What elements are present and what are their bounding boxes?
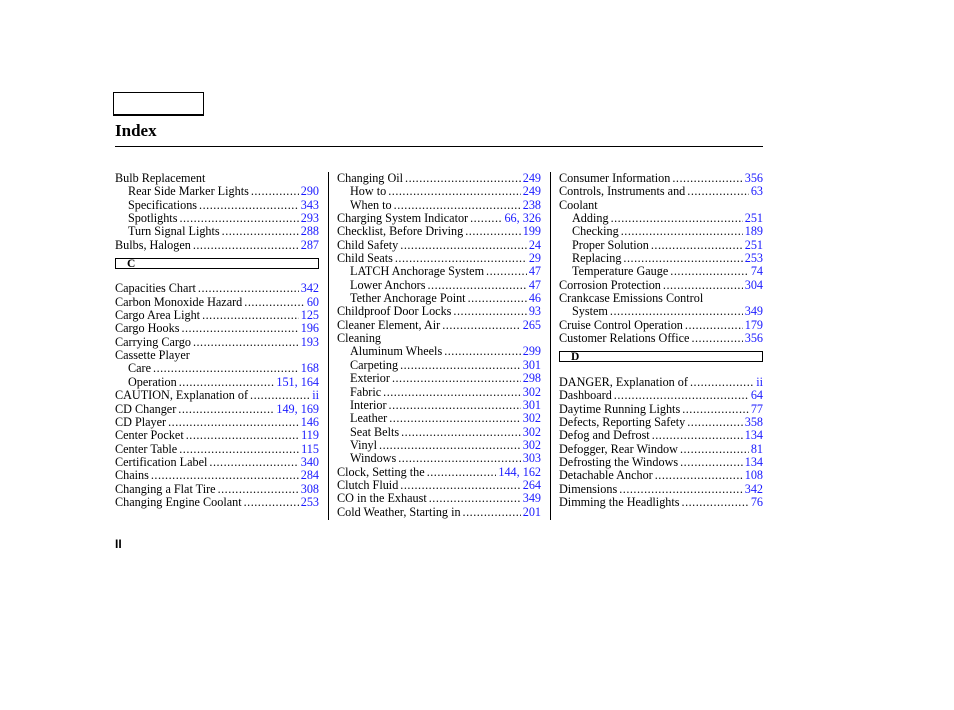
dot-leader: [186, 429, 299, 442]
index-entry: [115, 239, 319, 252]
entry-term: Bulbs, Halogen: [115, 237, 191, 252]
entry-term: Fabric: [350, 384, 382, 399]
dot-leader: [670, 265, 749, 278]
page-reference-link[interactable]: 168: [300, 361, 319, 376]
index-column-3: [559, 172, 763, 509]
dot-leader: [395, 252, 527, 265]
index-entry: [337, 225, 541, 238]
index-group-heading: Cassette Player: [115, 348, 190, 363]
index-entry: [115, 483, 319, 496]
entry-term: Temperature Gauge: [572, 264, 669, 279]
dot-leader: [199, 199, 299, 212]
page-reference-link[interactable]: 308: [300, 481, 319, 496]
entry-term: Controls, Instruments and: [559, 184, 686, 199]
index-group-heading: Cleaning: [337, 331, 382, 346]
index-entry: [115, 389, 319, 402]
dot-leader: [251, 185, 299, 198]
index-entry: [115, 443, 319, 456]
index-entry: [115, 336, 319, 349]
page-reference-link[interactable]: 199: [522, 224, 541, 239]
section-letter-box: C: [115, 258, 319, 269]
entry-term: Chains: [115, 468, 149, 483]
index-entry: [337, 412, 541, 425]
dot-leader: [202, 309, 299, 322]
index-entry: [337, 399, 541, 412]
entry-term: Checklist, Before Driving: [337, 224, 464, 239]
page-reference-link[interactable]: 253: [744, 251, 763, 266]
dot-leader: [179, 212, 298, 225]
index-entry: [559, 469, 763, 482]
index-entry: [337, 252, 541, 265]
dot-leader: [691, 332, 742, 345]
dot-leader: [178, 403, 274, 416]
column-divider-2: [550, 172, 551, 520]
index-column-2: [337, 172, 541, 519]
dot-leader: [672, 172, 742, 185]
entry-term: Defrosting the Windows: [559, 454, 679, 469]
dot-leader: [427, 279, 526, 292]
entry-term: Operation: [128, 374, 177, 389]
page-reference-link[interactable]: 301: [522, 397, 541, 412]
dot-leader: [680, 443, 749, 456]
entry-term: Carrying Cargo: [115, 334, 191, 349]
page-reference-link[interactable]: 302: [522, 424, 541, 439]
page-reference-link[interactable]: 108: [744, 468, 763, 483]
entry-term: LATCH Anchorage System: [350, 264, 485, 279]
page-reference-link[interactable]: 343: [300, 197, 319, 212]
title-divider: [115, 146, 763, 147]
dot-leader: [463, 506, 521, 519]
index-entry: [337, 265, 541, 278]
entry-term: Cargo Area Light: [115, 308, 201, 323]
page-reference-link[interactable]: 29: [528, 251, 541, 266]
dot-leader: [687, 416, 742, 429]
entry-term: Daytime Running Lights: [559, 401, 681, 416]
index-entry: [115, 469, 319, 482]
index-entry: [559, 225, 763, 238]
entry-term: DANGER, Explanation of: [559, 374, 688, 389]
page-reference-link[interactable]: 196: [300, 321, 319, 336]
dot-leader: [193, 239, 299, 252]
index-entry: [115, 376, 319, 389]
dot-leader: [153, 362, 299, 375]
dot-leader: [181, 322, 298, 335]
page-reference-link[interactable]: 193: [300, 334, 319, 349]
dot-leader: [651, 239, 743, 252]
page-reference-link[interactable]: 288: [300, 224, 319, 239]
page-reference-link[interactable]: 287: [300, 237, 319, 252]
dot-leader: [687, 185, 749, 198]
index-entry: [559, 376, 763, 389]
index-entry: [559, 212, 763, 225]
entry-term: Cargo Hooks: [115, 321, 180, 336]
page-reference-link[interactable]: 253: [300, 494, 319, 509]
entry-term: Customer Relations Office: [559, 331, 690, 346]
entry-term: Carbon Monoxide Hazard: [115, 294, 243, 309]
page-reference-link[interactable]: 303: [522, 451, 541, 466]
dot-leader: [444, 345, 521, 358]
entry-term: Dimming the Headlights: [559, 494, 680, 509]
page-reference-link[interactable]: 356: [744, 171, 763, 185]
dot-leader: [680, 456, 743, 469]
entry-term: Checking: [572, 224, 619, 239]
index-entry: [115, 212, 319, 225]
dot-leader: [470, 212, 502, 225]
entry-term: Center Table: [115, 441, 178, 456]
page-reference-link[interactable]: 342: [744, 481, 763, 496]
dot-leader: [619, 483, 742, 496]
index-entry: [337, 506, 541, 519]
entry-term: Defects, Reporting Safety: [559, 414, 686, 429]
entry-term: Proper Solution: [572, 237, 649, 252]
entry-term: Exterior: [350, 371, 390, 386]
dot-leader: [453, 305, 526, 318]
entry-term: Charging System Indicator: [337, 211, 469, 226]
page-reference-link[interactable]: 264: [522, 477, 541, 492]
index-entry: [559, 185, 763, 198]
entry-term: CD Changer: [115, 401, 177, 416]
page-reference-link[interactable]: 47: [528, 264, 541, 279]
entry-term: Replacing: [572, 251, 622, 266]
entry-term: Turn Signal Lights: [128, 224, 220, 239]
dot-leader: [400, 239, 527, 252]
dot-leader: [486, 265, 527, 278]
dot-leader: [427, 466, 497, 479]
index-entry: [337, 172, 541, 185]
index-entry: [115, 282, 319, 295]
dot-leader: [151, 469, 299, 482]
dot-leader: [465, 225, 520, 238]
dot-leader: [193, 336, 299, 349]
page-reference-link[interactable]: 342: [300, 281, 319, 296]
entry-term: Cruise Control Operation: [559, 317, 683, 332]
dot-leader: [663, 279, 743, 292]
index-entry: [559, 305, 763, 318]
index-entry: [337, 492, 541, 505]
index-entry: [559, 332, 763, 345]
index-entry: [337, 212, 541, 225]
index-entry: [115, 322, 319, 335]
index-entry: [115, 403, 319, 416]
page-reference-link[interactable]: 301: [522, 357, 541, 372]
entry-term: Care: [128, 361, 152, 376]
page-reference-link[interactable]: 302: [522, 437, 541, 452]
entry-term: Windows: [350, 451, 397, 466]
index-entry: [559, 483, 763, 496]
index-entry: [559, 496, 763, 509]
dot-leader: [652, 429, 743, 442]
dot-leader: [244, 496, 299, 509]
page-reference-link[interactable]: 293: [300, 211, 319, 226]
dot-leader: [392, 372, 521, 385]
index-entry: [337, 199, 541, 212]
dot-leader: [198, 282, 299, 295]
page-reference-link[interactable]: 302: [522, 411, 541, 426]
dot-leader: [468, 292, 527, 305]
page-reference-link[interactable]: 201: [522, 504, 541, 519]
page-reference-link[interactable]: 179: [744, 317, 763, 332]
entry-term: Rear Side Marker Lights: [128, 184, 249, 199]
index-entry: [115, 309, 319, 322]
page-reference-link[interactable]: 60: [306, 294, 319, 309]
page-reference-link[interactable]: 238: [522, 197, 541, 212]
dot-leader: [690, 376, 754, 389]
page-reference-link[interactable]: 46: [528, 291, 541, 306]
page-reference-link[interactable]: 149, 169: [276, 401, 319, 416]
index-entry: [337, 439, 541, 452]
index-entry: [337, 319, 541, 332]
index-entry: [559, 443, 763, 456]
page-reference-link[interactable]: 284: [300, 468, 319, 483]
index-entry: [559, 172, 763, 185]
page-reference-link[interactable]: 151, 164: [276, 374, 319, 389]
page-reference-link[interactable]: 77: [750, 401, 763, 416]
entry-term: Changing Engine Coolant: [115, 494, 242, 509]
dot-leader: [218, 483, 299, 496]
entry-term: Aluminum Wheels: [350, 344, 443, 359]
page-reference-link[interactable]: 134: [744, 428, 763, 443]
page-reference-link[interactable]: 81: [750, 441, 763, 456]
dot-leader: [168, 416, 299, 429]
index-entry: [559, 416, 763, 429]
dot-leader: [682, 403, 749, 416]
entry-term: Lower Anchors: [350, 277, 426, 292]
page-reference-link[interactable]: 47: [528, 277, 541, 292]
dot-leader: [379, 439, 521, 452]
index-entry: [115, 199, 319, 212]
page-reference-link[interactable]: 76: [750, 494, 763, 509]
index-entry: [337, 292, 541, 305]
page-reference-link[interactable]: 299: [522, 344, 541, 359]
page-reference-link[interactable]: 358: [744, 414, 763, 429]
page-reference-link[interactable]: 298: [522, 371, 541, 386]
dot-leader: [222, 225, 299, 238]
entry-term: Childproof Door Locks: [337, 304, 452, 319]
index-group-heading: Crankcase Emissions Control: [559, 291, 704, 306]
page-reference-link[interactable]: 24: [528, 237, 541, 252]
column-divider-1: [328, 172, 329, 520]
entry-term: CAUTION, Explanation of: [115, 388, 249, 403]
entry-term: Interior: [350, 397, 387, 412]
index-entry: [115, 225, 319, 238]
entry-term: Clutch Fluid: [337, 477, 399, 492]
entry-term: Consumer Information: [559, 171, 671, 185]
index-entry: [559, 456, 763, 469]
dot-leader: [614, 389, 749, 402]
dot-leader: [623, 252, 742, 265]
index-entry: [337, 386, 541, 399]
page-reference-link[interactable]: 74: [750, 264, 763, 279]
page-title: Index: [115, 121, 157, 140]
page-reference-link[interactable]: 302: [522, 384, 541, 399]
dot-leader: [655, 469, 743, 482]
dot-leader: [401, 426, 521, 439]
index-entry: [559, 279, 763, 292]
page-reference-link[interactable]: 64: [750, 388, 763, 403]
index-entry: [559, 389, 763, 402]
page-reference-link[interactable]: 251: [744, 237, 763, 252]
entry-term: Adding: [572, 211, 609, 226]
dot-leader: [685, 319, 743, 332]
index-entry: [559, 252, 763, 265]
entry-term: Carpeting: [350, 357, 399, 372]
page-reference-link[interactable]: 349: [744, 304, 763, 319]
index-tab-marker: [113, 92, 204, 116]
dot-leader: [398, 452, 520, 465]
entry-term: Specifications: [128, 197, 198, 212]
page-reference-link[interactable]: ii: [756, 374, 763, 389]
index-entry: [337, 466, 541, 479]
page-reference-link[interactable]: 63: [750, 184, 763, 199]
entry-term: Dashboard: [559, 388, 612, 403]
page-reference-link[interactable]: 265: [522, 317, 541, 332]
entry-term: Changing a Flat Tire: [115, 481, 216, 496]
dot-leader: [610, 305, 743, 318]
index-entry: [559, 265, 763, 278]
index-entry: [337, 279, 541, 292]
index-entry: [337, 345, 541, 358]
index-entry: [115, 416, 319, 429]
index-entry: [337, 185, 541, 198]
entry-term: Defog and Defrost: [559, 428, 650, 443]
dot-leader: [179, 376, 275, 389]
page-reference-link[interactable]: 304: [744, 277, 763, 292]
dot-leader: [394, 199, 521, 212]
index-entry: [559, 319, 763, 332]
entry-term: Child Safety: [337, 237, 399, 252]
entry-term: Tether Anchorage Point: [350, 291, 466, 306]
index-entry: [115, 429, 319, 442]
dot-leader: [429, 492, 521, 505]
index-entry: [337, 239, 541, 252]
index-entry: [115, 496, 319, 509]
dot-leader: [389, 412, 521, 425]
index-entry: [337, 372, 541, 385]
index-group-heading: Coolant: [559, 197, 598, 212]
index-group-heading: Bulb Replacement: [115, 171, 206, 185]
dot-leader: [388, 185, 520, 198]
entry-term: Leather: [350, 411, 388, 426]
index-entry: [115, 296, 319, 309]
dot-leader: [400, 479, 520, 492]
dot-leader: [209, 456, 298, 469]
page-reference-link[interactable]: 340: [300, 454, 319, 469]
entry-term: CO in the Exhaust: [337, 491, 427, 506]
index-entry: [337, 359, 541, 372]
page-reference-link[interactable]: 115: [301, 441, 319, 456]
entry-term: System: [572, 304, 608, 319]
entry-term: Center Pocket: [115, 428, 184, 443]
entry-term: Spotlights: [128, 211, 178, 226]
entry-term: Cleaner Element, Air: [337, 317, 441, 332]
dot-leader: [179, 443, 299, 456]
page-reference-link[interactable]: 66, 326: [504, 211, 541, 226]
entry-term: Cold Weather, Starting in: [337, 504, 461, 519]
dot-leader: [400, 359, 521, 372]
dot-leader: [244, 296, 305, 309]
spacer: [559, 362, 763, 375]
entry-term: CD Player: [115, 414, 167, 429]
page-reference-link[interactable]: 125: [300, 308, 319, 323]
page-reference-link[interactable]: 189: [744, 224, 763, 239]
page-reference-link[interactable]: 251: [744, 211, 763, 226]
dot-leader: [442, 319, 521, 332]
entry-term: When to: [350, 197, 392, 212]
index-entry: [559, 429, 763, 442]
index-entry: [337, 452, 541, 465]
section-letter-box: D: [559, 351, 763, 362]
dot-leader: [611, 212, 743, 225]
entry-term: Vinyl: [350, 437, 378, 452]
index-entry: [337, 479, 541, 492]
page-reference-link[interactable]: 249: [522, 184, 541, 199]
dot-leader: [405, 172, 521, 185]
dot-leader: [621, 225, 743, 238]
page-reference-link[interactable]: 146: [300, 414, 319, 429]
entry-term: Defogger, Rear Window: [559, 441, 678, 456]
page-reference-link[interactable]: 134: [744, 454, 763, 469]
dot-leader: [682, 496, 749, 509]
entry-term: Clock, Setting the: [337, 464, 425, 479]
dot-leader: [383, 386, 521, 399]
index-column-1: [115, 172, 319, 509]
index-entry: [115, 456, 319, 469]
index-entry: [115, 362, 319, 375]
index-entry: [559, 239, 763, 252]
entry-term: Dimensions: [559, 481, 618, 496]
index-entry: [337, 305, 541, 318]
entry-term: Detachable Anchor: [559, 468, 653, 483]
index-entry: [337, 426, 541, 439]
entry-term: Corrosion Protection: [559, 277, 661, 292]
page-reference-link[interactable]: 144, 162: [498, 464, 541, 479]
page-reference-link[interactable]: 249: [522, 171, 541, 185]
page-reference-link[interactable]: 93: [528, 304, 541, 319]
entry-term: Changing Oil: [337, 171, 404, 185]
entry-term: Seat Belts: [350, 424, 400, 439]
spacer: [115, 269, 319, 282]
entry-term: Child Seats: [337, 251, 393, 266]
page-reference-link[interactable]: 349: [522, 491, 541, 506]
dot-leader: [250, 389, 310, 402]
page-reference-link[interactable]: 290: [300, 184, 319, 199]
entry-term: How to: [350, 184, 387, 199]
index-entry: [559, 403, 763, 416]
dot-leader: [389, 399, 521, 412]
page-reference-link[interactable]: ii: [312, 388, 319, 403]
page-number: II: [115, 537, 122, 551]
page-reference-link[interactable]: 356: [744, 331, 763, 346]
entry-term: Certification Label: [115, 454, 208, 469]
entry-term: Capacities Chart: [115, 281, 196, 296]
page-reference-link[interactable]: 119: [301, 428, 319, 443]
index-entry: [115, 185, 319, 198]
